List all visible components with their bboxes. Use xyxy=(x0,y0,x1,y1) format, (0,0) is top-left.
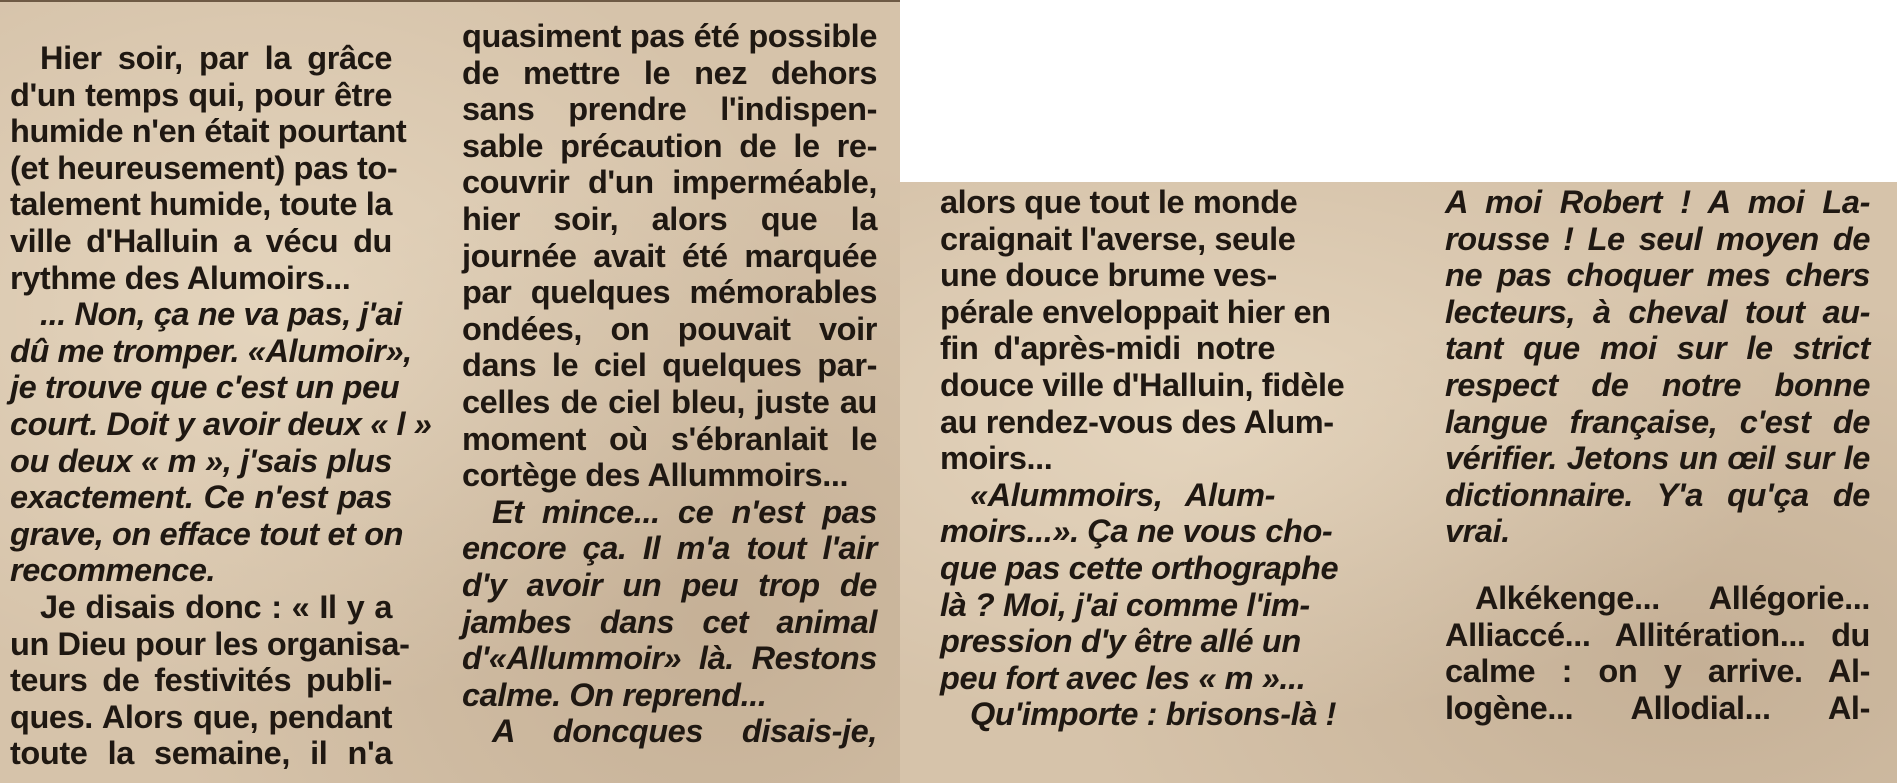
text-line: Qu'importe : brisons-là ! xyxy=(970,696,1337,733)
text-line: talement humide, toute la xyxy=(10,186,392,223)
text-line: «Alummoirs, Alum- xyxy=(970,476,1275,513)
article-column-3 xyxy=(940,184,1345,733)
text-line: logène... Allodial... Al- xyxy=(1445,689,1870,726)
text-line: cortège des Allummoirs... xyxy=(462,457,849,494)
article-column-2 xyxy=(462,18,877,750)
text-line: sable précaution de le re- xyxy=(462,127,877,164)
text-line: que pas cette orthographe xyxy=(940,549,1339,586)
text-line: une douce brume ves- xyxy=(940,257,1277,294)
text-line: dans le ciel quelques par- xyxy=(462,347,877,384)
text-line: pérale enveloppait hier en xyxy=(940,293,1331,330)
text-line: toute la semaine, il n'a xyxy=(10,735,392,772)
text-line: alors que tout le monde xyxy=(940,184,1298,220)
text-line: quasiment pas été possible xyxy=(462,18,877,54)
text-line: au rendez-vous des Alum- xyxy=(940,403,1334,440)
text-line: craignait l'averse, seule xyxy=(940,220,1296,257)
text-line: Alkékenge... Allégorie... xyxy=(1475,579,1870,616)
text-line: ne pas choquer mes chers xyxy=(1445,257,1870,294)
text-line: ques. Alors que, pendant xyxy=(10,698,392,735)
text-line: celles de ciel bleu, juste au xyxy=(462,383,877,420)
text-line: lecteurs, à cheval tout au- xyxy=(1445,293,1870,330)
text-line: d'«Allummoir» là. Restons xyxy=(462,640,877,677)
text-line: humide n'en était pourtant xyxy=(10,113,407,150)
text-line: A doncques disais-je, xyxy=(492,713,877,750)
text-line: journée avait été marquée xyxy=(462,237,877,274)
article-column-4 xyxy=(1445,184,1870,726)
text-line: recommence. xyxy=(10,552,216,589)
text-line: rythme des Alumoirs... xyxy=(10,259,351,296)
text-line: dictionnaire. Y'a qu'ça de xyxy=(1445,476,1870,513)
text-line: ondées, on pouvait voir xyxy=(462,310,877,347)
text-line: couvrir d'un imperméable, xyxy=(462,164,877,201)
text-line: moment où s'ébranlait le xyxy=(462,420,877,457)
text-line: de mettre le nez dehors xyxy=(462,54,877,91)
text-line: rousse ! Le seul moyen de xyxy=(1445,220,1870,257)
text-line: Hier soir, par la grâce xyxy=(40,40,392,76)
text-line: calme. On reprend... xyxy=(462,676,767,713)
text-line: ... Non, ça ne va pas, j'ai xyxy=(40,296,402,333)
paragraph-gap xyxy=(1445,550,1870,580)
text-line: teurs de festivités publi- xyxy=(10,662,392,699)
text-line: dû me tromper. «Alumoir», xyxy=(10,332,412,369)
text-line: calme : on y arrive. Al- xyxy=(1445,653,1870,690)
text-line: moirs... xyxy=(940,440,1053,477)
text-line: sans prendre l'indispen- xyxy=(462,91,877,128)
text-line: un Dieu pour les organisa- xyxy=(10,625,410,662)
text-line: là ? Moi, j'ai comme l'im- xyxy=(940,586,1310,623)
text-line: d'y avoir un peu trop de xyxy=(462,566,877,603)
text-line: grave, on efface tout et on xyxy=(10,515,404,552)
text-line: A moi Robert ! A moi La- xyxy=(1445,184,1870,220)
text-line: Alliaccé... Allitération... du xyxy=(1445,616,1870,653)
newspaper-clipping-right xyxy=(900,182,1897,783)
text-line: Et mince... ce n'est pas xyxy=(492,493,877,530)
text-line: langue française, c'est de xyxy=(1445,403,1870,440)
text-line: je trouve que c'est un peu xyxy=(10,369,400,406)
newspaper-clipping-left xyxy=(0,0,900,783)
text-line: vérifier. Jetons un œil sur le xyxy=(1445,440,1870,477)
text-line: pression d'y être allé un xyxy=(940,623,1301,660)
text-line: ou deux « m », j'sais plus xyxy=(10,442,392,479)
text-line: jambes dans cet animal xyxy=(462,603,877,640)
text-line: Je disais donc : « Il y a xyxy=(40,588,392,625)
text-line: court. Doit y avoir deux « l » xyxy=(10,405,432,442)
text-line: encore ça. Il m'a tout l'air xyxy=(462,530,877,567)
text-line: ville d'Halluin a vécu du xyxy=(10,222,392,259)
text-line: hier soir, alors que la xyxy=(462,200,877,237)
text-line: exactement. Ce n'est pas xyxy=(10,479,392,516)
article-column-1 xyxy=(10,40,432,772)
text-line: tant que moi sur le strict xyxy=(1445,330,1870,367)
text-line: d'un temps qui, pour être xyxy=(10,76,392,113)
text-line: par quelques mémorables xyxy=(462,274,877,311)
text-line: fin d'après-midi notre xyxy=(940,330,1275,367)
text-line: moirs...». Ça ne vous cho- xyxy=(940,513,1333,550)
text-line: douce ville d'Halluin, fidèle xyxy=(940,366,1345,403)
text-line: respect de notre bonne xyxy=(1445,366,1870,403)
text-line: (et heureusement) pas to- xyxy=(10,149,398,186)
text-line: peu fort avec les « m »... xyxy=(940,659,1306,696)
text-line: vrai. xyxy=(1445,513,1510,550)
